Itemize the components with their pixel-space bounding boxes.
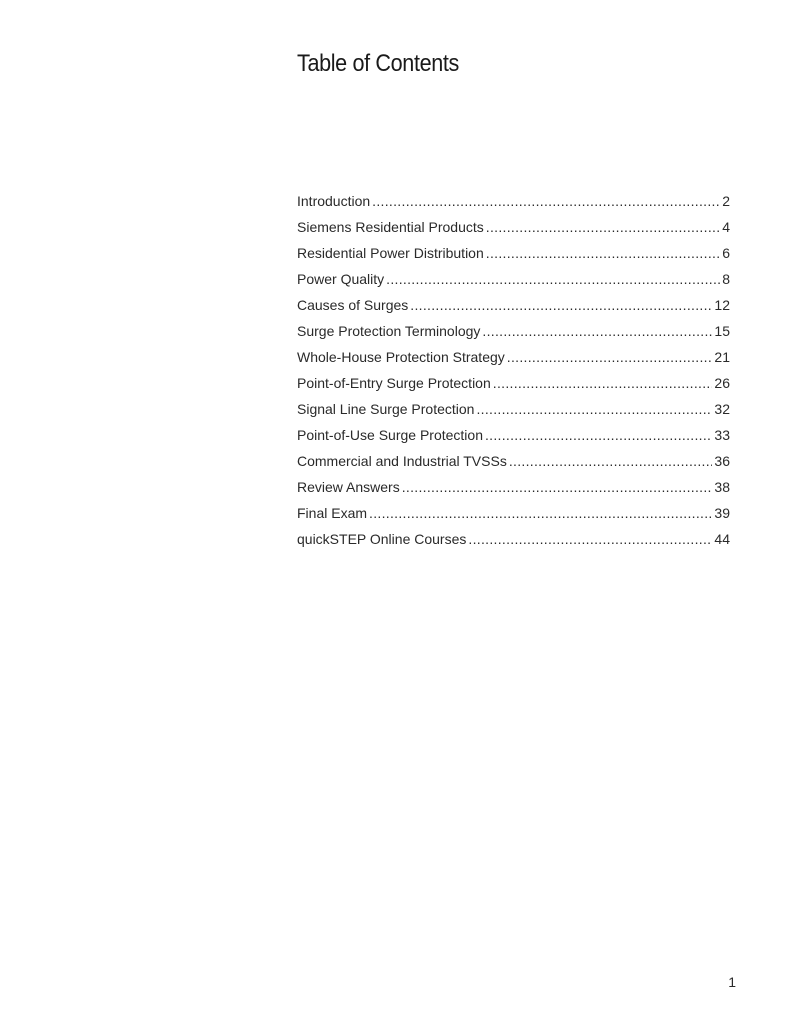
toc-entry-introduction[interactable] <box>297 193 730 219</box>
toc-entry-page: 36 <box>714 453 730 469</box>
table-of-contents <box>297 193 730 557</box>
toc-entry-quickstep-online-courses[interactable] <box>297 531 730 557</box>
toc-dot-leader <box>482 323 712 339</box>
toc-entry-power-quality[interactable] <box>297 271 730 297</box>
toc-entry-title: Introduction <box>297 193 371 209</box>
toc-entry-signal-line-surge-protection[interactable] <box>297 401 730 427</box>
toc-entry-title: Point-of-Use Surge Protection <box>297 427 483 443</box>
toc-dot-leader <box>507 349 713 365</box>
toc-dot-leader <box>402 479 713 495</box>
toc-entry-whole-house-protection-strategy[interactable] <box>297 349 730 375</box>
toc-entry-surge-protection-terminology[interactable] <box>297 323 730 349</box>
toc-entry-title: Final Exam <box>297 505 368 521</box>
toc-dot-leader <box>485 427 712 443</box>
toc-entry-title: Point-of-Entry Surge Protection <box>297 375 491 391</box>
toc-entry-final-exam[interactable] <box>297 505 730 531</box>
toc-entry-page: 2 <box>722 193 730 209</box>
toc-dot-leader <box>486 219 720 235</box>
toc-dot-leader <box>386 271 720 287</box>
toc-entry-page: 26 <box>714 375 730 391</box>
toc-dot-leader <box>372 193 720 209</box>
toc-dot-leader <box>476 401 712 417</box>
toc-dot-leader <box>486 245 720 261</box>
toc-entry-page: 15 <box>714 323 730 339</box>
toc-entry-residential-power-distribution[interactable] <box>297 245 730 271</box>
toc-entry-page: 21 <box>714 349 730 365</box>
toc-entry-title: Causes of Surges <box>297 297 409 313</box>
toc-entry-title: Whole-House Protection Strategy <box>297 349 505 365</box>
page-title: Table of Contents <box>297 50 459 77</box>
toc-entry-point-of-use-surge-protection[interactable] <box>297 427 730 453</box>
toc-dot-leader <box>493 375 713 391</box>
toc-entry-page: 12 <box>714 297 730 313</box>
toc-entry-title: Surge Protection Terminology <box>297 323 481 339</box>
toc-entry-title: Signal Line Surge Protection <box>297 401 475 417</box>
toc-entry-page: 32 <box>714 401 730 417</box>
toc-entry-page: 6 <box>722 245 730 261</box>
toc-entry-page: 33 <box>714 427 730 443</box>
toc-entry-title: Power Quality <box>297 271 385 287</box>
toc-dot-leader <box>468 531 712 547</box>
toc-entry-title: Review Answers <box>297 479 400 495</box>
toc-dot-leader <box>410 297 712 313</box>
toc-entry-title: quickSTEP Online Courses <box>297 531 467 547</box>
toc-dot-leader <box>369 505 712 521</box>
toc-entry-title: Residential Power Distribution <box>297 245 484 261</box>
page-number: 1 <box>728 974 736 990</box>
toc-entry-title: Siemens Residential Products <box>297 219 484 235</box>
toc-entry-page: 44 <box>714 531 730 547</box>
toc-entry-review-answers[interactable] <box>297 479 730 505</box>
toc-entry-siemens-residential-products[interactable] <box>297 219 730 245</box>
toc-entry-point-of-entry-surge-protection[interactable] <box>297 375 730 401</box>
toc-entry-page: 38 <box>714 479 730 495</box>
toc-entry-causes-of-surges[interactable] <box>297 297 730 323</box>
toc-dot-leader <box>509 453 713 469</box>
toc-entry-page: 8 <box>722 271 730 287</box>
toc-entry-commercial-and-industrial-tvsss[interactable] <box>297 453 730 479</box>
toc-entry-page: 39 <box>714 505 730 521</box>
toc-entry-title: Commercial and Industrial TVSSs <box>297 453 507 469</box>
toc-entry-page: 4 <box>722 219 730 235</box>
